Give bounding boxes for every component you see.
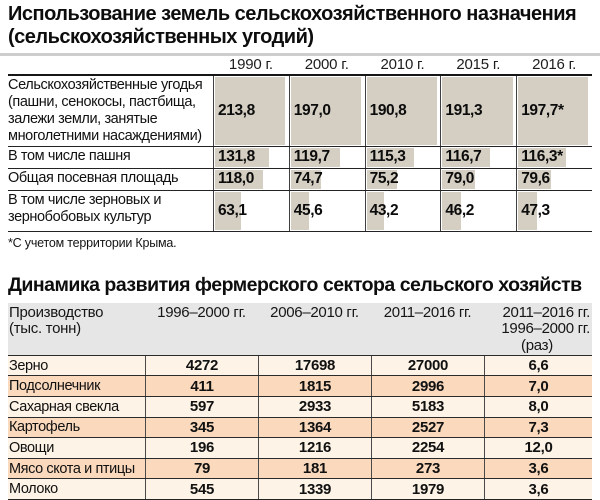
value-cell xyxy=(365,147,441,168)
value-cell: 1216 xyxy=(258,438,371,458)
row-label: Общая посевная площадь xyxy=(8,169,179,186)
value-cell xyxy=(289,76,365,146)
value-text: 116,3* xyxy=(521,148,563,166)
value-cell xyxy=(365,191,441,231)
value-text: 190,8 xyxy=(369,101,407,119)
value-text: 119,7 xyxy=(293,148,330,166)
land-use-table-body xyxy=(8,76,592,231)
value-cell: 3,6 xyxy=(484,459,592,479)
value-cell xyxy=(440,147,516,168)
table1-row xyxy=(8,169,592,191)
table2-title: Динамика развития фермерского сектора сельского хозяйств xyxy=(8,273,582,296)
value-cell xyxy=(365,169,441,190)
value-text: 115,3 xyxy=(369,148,406,166)
value-text: 79,0 xyxy=(445,170,474,188)
value-cell: 7,0 xyxy=(484,376,592,396)
year-column-header: 2010 г. xyxy=(380,55,425,73)
value-cell xyxy=(213,169,289,190)
ratio-header-denominator: 1996–2000 гг. xyxy=(501,320,590,338)
product-label: Зерно xyxy=(9,357,48,374)
value-text: 74,7 xyxy=(293,170,323,188)
value-cell xyxy=(289,147,365,168)
value-text: 197,0 xyxy=(293,101,331,119)
infographic-page xyxy=(0,3,600,499)
year-column-header: 2000 г. xyxy=(304,55,349,73)
period-column-header: 2011–2016 гг. xyxy=(383,303,472,321)
value-cell: 12,0 xyxy=(484,438,592,458)
value-cell xyxy=(440,169,516,190)
value-cell: 8,0 xyxy=(484,397,592,417)
value-cell: 2527 xyxy=(371,418,484,438)
farm-sector-table-body xyxy=(8,355,592,499)
product-label: Картофель xyxy=(9,419,80,436)
table2-row xyxy=(8,458,592,479)
land-use-table xyxy=(8,56,592,232)
period-column-header: 2006–2010 гг. xyxy=(270,303,359,321)
value-text: 46,2 xyxy=(445,201,474,219)
row-label: Сельскохозяйственные угодья (пашни, сенокосы, пастбища, залежи земли, занятые многолетними насаждениями) xyxy=(8,76,203,145)
row-label: В том числе пашня xyxy=(8,147,131,164)
product-label: Подсолнечник xyxy=(9,378,101,395)
value-cell xyxy=(365,76,441,146)
value-cell xyxy=(213,191,289,231)
table1-title xyxy=(8,3,600,50)
value-text: 79,6 xyxy=(521,170,550,188)
value-cell: 6,6 xyxy=(484,356,592,376)
value-cell xyxy=(440,191,516,231)
land-use-table-header xyxy=(8,56,592,76)
product-label: Овощи xyxy=(9,439,54,456)
value-cell: 2254 xyxy=(371,438,484,458)
value-cell: 3,6 xyxy=(484,479,592,499)
value-text: 43,2 xyxy=(369,201,399,219)
farm-sector-table xyxy=(8,303,592,500)
value-cell: 196 xyxy=(145,438,258,458)
production-header-line1: Производство xyxy=(9,303,104,321)
value-cell: 1979 xyxy=(371,479,484,499)
value-cell: 7,3 xyxy=(484,418,592,438)
table1-row xyxy=(8,191,592,231)
table1-row xyxy=(8,76,592,147)
value-cell: 181 xyxy=(258,459,371,479)
value-text: 63,1 xyxy=(218,201,247,219)
value-text: 131,8 xyxy=(218,148,255,166)
value-cell xyxy=(213,147,289,168)
row-label: В том числе зерновых и зернобобовых культур xyxy=(8,191,162,225)
value-cell: 545 xyxy=(145,479,258,499)
table1-row xyxy=(8,147,592,169)
period-column-header: 1996–2000 гг. xyxy=(157,303,246,321)
value-cell xyxy=(289,191,365,231)
value-cell: 4272 xyxy=(145,356,258,376)
table2-row xyxy=(8,355,592,376)
footnote: *С учетом территории Крыма. xyxy=(8,235,177,250)
ratio-header-unit: (раз) xyxy=(521,336,553,354)
value-text: 45,6 xyxy=(293,201,323,219)
production-header-line2: (тыс. тонн) xyxy=(9,320,81,338)
year-column-header: 2016 г. xyxy=(532,55,577,73)
value-cell xyxy=(440,76,516,146)
value-cell: 17698 xyxy=(258,356,371,376)
value-cell xyxy=(516,191,592,231)
value-cell: 597 xyxy=(145,397,258,417)
value-cell: 5183 xyxy=(371,397,484,417)
year-column-header: 2015 г. xyxy=(456,55,501,73)
farm-sector-table-header xyxy=(8,303,592,355)
value-cell: 1364 xyxy=(258,418,371,438)
value-text: 191,3 xyxy=(445,101,483,119)
value-cell xyxy=(289,169,365,190)
value-cell xyxy=(213,76,289,146)
value-text: 47,3 xyxy=(521,201,550,219)
value-cell xyxy=(516,169,592,190)
production-units-header xyxy=(8,305,145,355)
value-cell xyxy=(516,147,592,168)
table1-title-line1: Использование земель сельскохозяйственного назначения xyxy=(8,3,577,25)
table1-title-line2: (сельскохозяйственных угодий) xyxy=(8,26,314,49)
value-cell: 2933 xyxy=(258,397,371,417)
value-cell: 1339 xyxy=(258,479,371,499)
value-cell: 27000 xyxy=(371,356,484,376)
value-cell: 1815 xyxy=(258,376,371,396)
value-text: 116,7 xyxy=(445,148,482,166)
value-cell: 79 xyxy=(145,459,258,479)
product-label: Молоко xyxy=(9,481,58,498)
table2-row xyxy=(8,375,592,396)
product-label: Мясо скота и птицы xyxy=(9,460,135,477)
product-label: Сахарная свекла xyxy=(9,398,119,415)
value-cell: 345 xyxy=(145,418,258,438)
ratio-column-header xyxy=(484,305,592,355)
value-text: 75,2 xyxy=(369,170,399,188)
value-text: 118,0 xyxy=(218,170,254,188)
table2-row xyxy=(8,437,592,458)
value-cell: 2996 xyxy=(371,376,484,396)
value-text: 197,7* xyxy=(521,101,564,119)
value-text: 213,8 xyxy=(218,101,255,119)
ratio-header-numerator: 2011–2016 гг. xyxy=(502,303,590,321)
value-cell: 273 xyxy=(371,459,484,479)
value-cell xyxy=(516,76,592,146)
table2-row xyxy=(8,396,592,417)
year-column-header: 1990 г. xyxy=(228,55,273,73)
table2-row xyxy=(8,417,592,438)
value-cell: 411 xyxy=(145,376,258,396)
